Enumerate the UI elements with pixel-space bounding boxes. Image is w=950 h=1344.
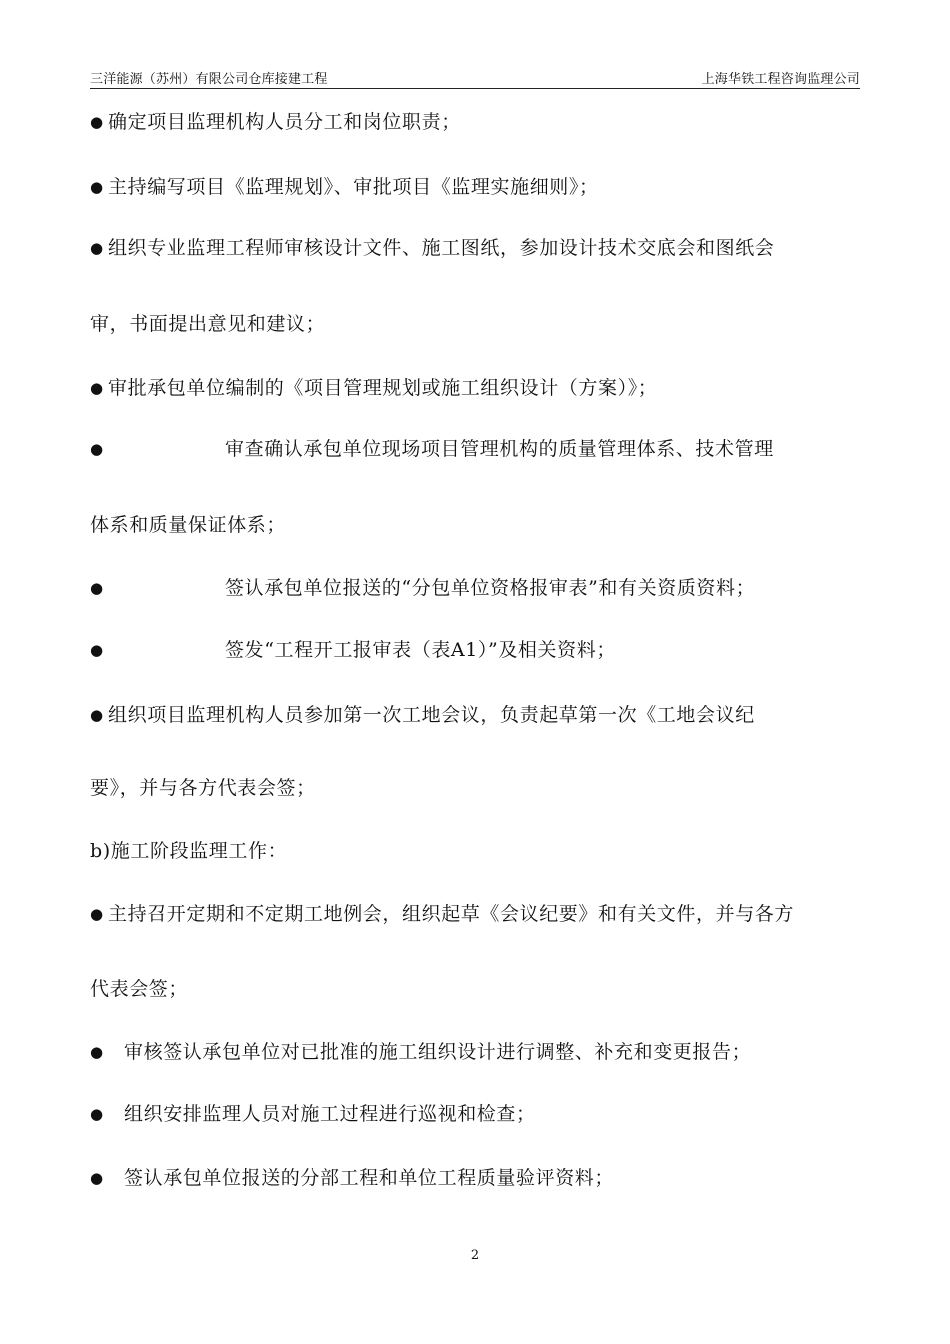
list-item bbox=[90, 1040, 870, 1064]
list-item-continuation: 审，书面提出意见和建议； bbox=[90, 313, 326, 335]
list-item bbox=[90, 638, 870, 662]
list-item-text: 审查确认承包单位现场项目管理机构的质量管理体系、技术管理 bbox=[225, 438, 774, 460]
list-item bbox=[90, 376, 870, 400]
header-project-name: 三洋能源（苏州）有限公司仓库接建工程 bbox=[90, 72, 328, 87]
list-item-text: 组织项目监理机构人员参加第一次工地会议，负责起草第一次《工地会议纪 bbox=[108, 704, 755, 726]
list-item-continuation: 体系和质量保证体系； bbox=[90, 514, 287, 536]
bullet-icon: ● bbox=[90, 905, 104, 923]
list-item-text: 审批承包单位编制的《项目管理规划或施工组织设计（方案）》； bbox=[108, 377, 658, 399]
list-item bbox=[90, 1102, 870, 1126]
bullet-icon: ● bbox=[90, 178, 104, 196]
list-item-text: 签认承包单位报送的“分包单位资格报审表”和有关资质资料； bbox=[225, 577, 756, 599]
bullet-icon: ● bbox=[90, 1169, 104, 1187]
list-item-continuation: 代表会签； bbox=[90, 978, 189, 1000]
bullet-icon: ● bbox=[90, 641, 104, 659]
list-item-text: 主持召开定期和不定期工地例会，组织起草《会议纪要》和有关文件，并与各方 bbox=[108, 903, 795, 925]
bullet-icon: ● bbox=[90, 1105, 104, 1123]
bullet-icon: ● bbox=[90, 239, 104, 257]
list-item-text: 签认承包单位报送的分部工程和单位工程质量验评资料； bbox=[124, 1167, 615, 1189]
list-item-text: 组织安排监理人员对施工过程进行巡视和检查； bbox=[124, 1103, 536, 1125]
list-item bbox=[90, 110, 870, 134]
bullet-icon: ● bbox=[90, 579, 104, 597]
list-item bbox=[90, 703, 870, 727]
page-number: 2 bbox=[470, 1248, 480, 1263]
list-item-text: 确定项目监理机构人员分工和岗位职责； bbox=[108, 111, 461, 133]
section-heading: b)施工阶段监理工作： bbox=[90, 840, 288, 862]
bullet-icon: ● bbox=[90, 379, 104, 397]
list-item-text: 主持编写项目《监理规划》、审批项目《监理实施细则》； bbox=[108, 176, 599, 198]
list-item-text: 审核签认承包单位对已批准的施工组织设计进行调整、补充和变更报告； bbox=[124, 1041, 752, 1063]
list-item-text: 组织专业监理工程师审核设计文件、施工图纸，参加设计技术交底会和图纸会 bbox=[108, 237, 775, 259]
bullet-icon: ● bbox=[90, 113, 104, 131]
list-item-continuation: 要》，并与各方代表会签； bbox=[90, 777, 316, 799]
list-item bbox=[90, 576, 870, 600]
header-company-name: 上海华铁工程咨询监理公司 bbox=[701, 72, 860, 87]
bullet-icon: ● bbox=[90, 706, 104, 724]
list-item-text: 签发“工程开工报审表（表A1）”及相关资料； bbox=[225, 639, 616, 661]
list-item bbox=[90, 1166, 870, 1190]
page-header bbox=[90, 66, 860, 89]
list-item bbox=[90, 236, 870, 260]
list-item bbox=[90, 902, 870, 926]
bullet-icon: ● bbox=[90, 440, 104, 458]
list-item bbox=[90, 175, 870, 199]
list-item bbox=[90, 437, 870, 461]
bullet-icon: ● bbox=[90, 1043, 104, 1061]
